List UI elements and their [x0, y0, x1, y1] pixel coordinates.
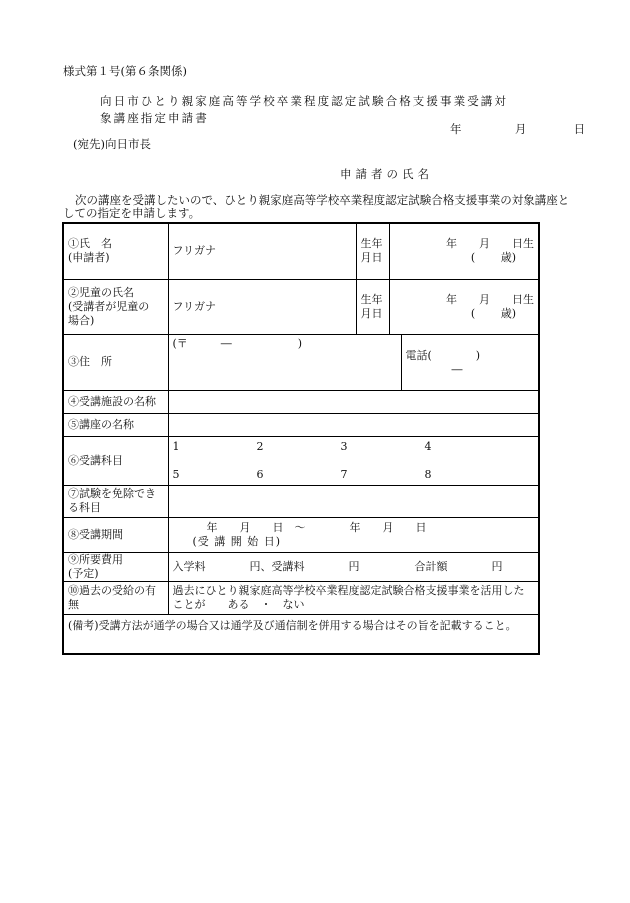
date-month: 月 — [514, 122, 527, 136]
postal-code: (〒 ― ) — [172, 336, 303, 350]
applicant-name-label-cell — [63, 223, 168, 279]
addressee: (宛先)向日市長 — [73, 137, 151, 151]
row-facility — [63, 390, 539, 413]
applicant-name-sub: (申請者) — [68, 251, 110, 265]
phone-field[interactable] — [401, 334, 539, 390]
child-name-label-cell: ②児童の氏名 (受講者が児童の 場合) — [63, 279, 168, 334]
facility-field[interactable] — [168, 390, 539, 413]
applicant-birth-label: 生年 月日 — [356, 223, 389, 279]
phone-dash: ― — [451, 362, 463, 376]
past-benefit-label: ⑩過去の受給の有 無 — [63, 581, 168, 614]
applicant-birth-date: 年 月 日生 — [446, 237, 534, 251]
past-benefit-text: 過去にひとり親家庭高等学校卒業程度認定試験合格支援事業を活用した — [172, 583, 525, 597]
row-child-name — [63, 279, 539, 334]
period-start-note: (受 講 開 始 日) — [192, 534, 282, 548]
child-birth-date: 年 月 日生 — [446, 292, 534, 306]
subject-8[interactable]: 8 — [424, 467, 432, 481]
applicant-age: ( 歳) — [470, 251, 516, 265]
applicant-birth-date-field[interactable] — [389, 223, 539, 279]
facility-label: ④受講施設の名称 — [63, 390, 168, 413]
child-furigana-label: フリガナ — [172, 299, 216, 313]
subject-1[interactable]: 1 — [172, 439, 180, 453]
intro-text: 次の講座を受講したいので、ひとり親家庭高等学校卒業程度認定試験合格支援事業の対象講座としての指定を申請します。 — [63, 193, 570, 220]
subject-6[interactable]: 6 — [256, 467, 264, 481]
exempt-subjects-label: ⑦試験を免除でき る科目 — [63, 485, 168, 517]
course-field[interactable] — [168, 413, 539, 436]
costs-label: ⑨所要費用 (予定) — [63, 552, 168, 581]
subject-2[interactable]: 2 — [256, 439, 264, 453]
row-exempt-subjects — [63, 485, 539, 517]
title-line-1: 向日市ひとり親家庭高等学校卒業程度認定試験合格支援事業受講対 — [100, 94, 508, 108]
applicant-name-input[interactable] — [168, 223, 356, 279]
row-period — [63, 517, 539, 552]
row-course — [63, 413, 539, 436]
row-address — [63, 334, 539, 390]
title-line-2: 象講座指定申請書 — [100, 111, 209, 125]
applicant-furigana-label: フリガナ — [172, 244, 216, 258]
child-name-input[interactable] — [168, 279, 356, 334]
application-form-table — [62, 222, 540, 655]
applicant-name-label: 申請者の氏名 — [340, 167, 433, 181]
subjects-field[interactable] — [168, 436, 539, 485]
period-field[interactable] — [168, 517, 539, 552]
address-field[interactable] — [168, 334, 401, 390]
date-year: 年 — [450, 122, 462, 136]
applicant-name-title: ①氏 名 — [68, 237, 112, 251]
application-date — [450, 121, 585, 137]
exempt-subjects-field[interactable] — [168, 485, 539, 517]
form-number: 様式第１号(第６条関係) — [63, 64, 187, 78]
row-applicant-name — [63, 223, 539, 279]
row-note — [63, 614, 539, 654]
subject-7[interactable]: 7 — [340, 467, 348, 481]
child-age: ( 歳) — [470, 306, 516, 320]
past-benefit-field[interactable] — [168, 581, 539, 614]
past-benefit-choice[interactable]: ことが ある ・ ない — [172, 597, 305, 611]
subject-4[interactable]: 4 — [424, 439, 432, 453]
phone-label: 電話( ) — [405, 348, 481, 362]
period-label: ⑧受講期間 — [63, 517, 168, 552]
subjects-label: ⑥受講科目 — [63, 436, 168, 485]
costs-field[interactable] — [168, 552, 539, 581]
period-dates: 年 月 日 ～ 年 月 日 — [206, 520, 427, 534]
form-title — [100, 93, 508, 127]
row-costs — [63, 552, 539, 581]
date-day: 日 — [573, 122, 586, 136]
subject-3[interactable]: 3 — [340, 439, 348, 453]
address-label: ③住 所 — [63, 334, 168, 390]
child-birth-label: 生年 月日 — [356, 279, 389, 334]
row-past-benefit — [63, 581, 539, 614]
child-birth-date-field[interactable] — [389, 279, 539, 334]
subject-5[interactable]: 5 — [172, 467, 180, 481]
row-subjects — [63, 436, 539, 485]
course-label: ⑤講座の名称 — [63, 413, 168, 436]
costs-text: 入学料 円、受講料 円 合計額 円 — [172, 559, 503, 573]
note-text: (備考)受講方法が通学の場合又は通学及び通信制を併用する場合はその旨を記載すること。 — [63, 614, 539, 654]
